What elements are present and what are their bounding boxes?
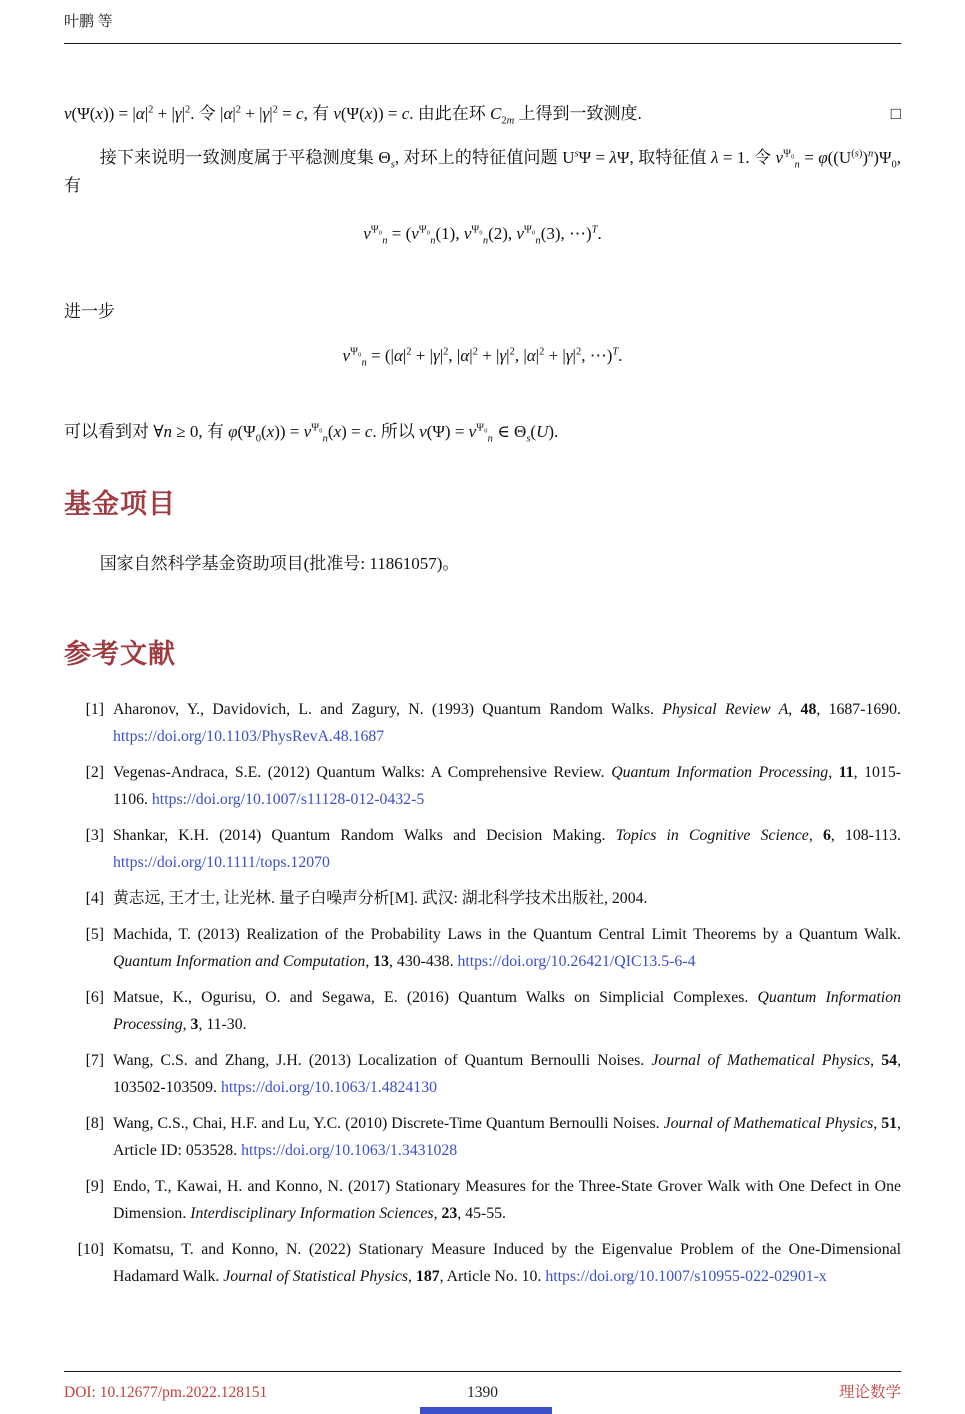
paragraph-measure-result: [64, 100, 901, 128]
reference-text: Aharonov, Y., Davidovich, L. and Zagury, N. (1993) Quantum Random Walks. Physical Review A, 48, 1687-1690. https://doi.org/10.1103/PhysRevA.48.1687: [113, 701, 901, 745]
footer-row: [64, 1380, 901, 1402]
reference-number: [5]: [85, 926, 104, 943]
reference-number: [7]: [85, 1052, 104, 1069]
footer-doi[interactable]: DOI: 10.12677/pm.2022.128151: [64, 1384, 268, 1401]
paragraph-further: 进一步: [64, 302, 115, 321]
doi-link[interactable]: https://doi.org/10.26421/QIC13.5-6-4: [457, 953, 696, 970]
equation-nu-values: $\nu^{\Psi_0}_n = (|\alpha|^2 + |\gamma|^2$, $|\alpha|^2 + |\gamma|^2$, $|\alpha|^2 + |\gamma|^2$, ⋯)$^T$.: [342, 346, 623, 369]
reference-item: [64, 1110, 901, 1164]
doi-link[interactable]: https://doi.org/10.1007/s11128-012-0432-5: [151, 791, 425, 808]
page-header: [64, 0, 901, 44]
section-title-funding: 基金项目: [64, 489, 176, 519]
reference-text: Shankar, K.H. (2014) Quantum Random Walks and Decision Making. Topics in Cognitive Science, 6, 108-113. https://doi.org/10.1111/tops.12070: [113, 827, 901, 871]
reference-item: [64, 921, 901, 975]
bottom-blue-bar: [420, 1407, 552, 1414]
paragraph-conclusion: 可以看到对 ∀n ≥ 0, 有 $\varphi(\Psi_0(x)) = \nu^{\Psi_0}_n(x) = c$. 所以 $\nu(\Psi) = \nu^{\Psi_0}_n$ ∈ $\Theta_s(U)$.: [64, 422, 559, 445]
doi-link[interactable]: https://doi.org/10.1007/s10955-022-02901-x: [545, 1268, 827, 1285]
reference-number: [9]: [85, 1178, 104, 1195]
reference-text: Machida, T. (2013) Realization of the Probability Laws in the Quantum Central Limit Theorems by a Quantum Walk. Quantum Information and Computation, 13, 430-438. https://doi.org/10.26421/QIC13.5-6-4: [113, 926, 901, 970]
footer-rule: [64, 1371, 901, 1372]
reference-item: [64, 1173, 901, 1227]
reference-text: 黄志远, 王才士, 让光林. 量子白噪声分析[M]. 武汉: 湖北科学技术出版社, 2004.: [113, 890, 648, 907]
footer-journal: 理论数学: [838, 1384, 901, 1401]
equation-nu-components: $\nu^{\Psi_0}_n = (\nu^{\Psi_0}_n(1)$, $\nu^{\Psi_0}_n(2)$, $\nu^{\Psi_0}_n(3)$, ⋯)$^T$.: [363, 224, 602, 247]
doi-link[interactable]: https://doi.org/10.1063/1.4824130: [220, 1079, 438, 1096]
reference-number: [3]: [85, 827, 104, 844]
reference-text: Wang, C.S. and Zhang, J.H. (2013) Localization of Quantum Bernoulli Noises. Journal of Mathematical Physics, 54, 103502-103509. https://doi.org/10.1063/1.4824130: [113, 1052, 902, 1096]
doi-link[interactable]: https://doi.org/10.1111/tops.12070: [113, 854, 330, 871]
reference-number: [10]: [77, 1241, 104, 1258]
reference-text: Wang, C.S., Chai, H.F. and Lu, Y.C. (2010) Discrete-Time Quantum Bernoulli Noises. Journal of Mathematical Physics, 51, Article ID: 053528. https://doi.org/10.1063/1.3431028: [113, 1115, 901, 1159]
reference-text: Komatsu, T. and Konno, N. (2022) Stationary Measure Induced by the Eigenvalue Problem of the One-Dimensional Hadamard Walk. Journal of Statistical Physics, 187, Article No. 10. https://doi.org/10.1007/s10955-022-02901-x: [113, 1241, 901, 1285]
reference-number: [1]: [85, 701, 104, 718]
doi-link[interactable]: https://doi.org/10.1063/1.3431028: [241, 1142, 458, 1159]
reference-number: [6]: [85, 989, 104, 1006]
paper-body: [64, 44, 901, 1299]
paragraph-stationary-set: 接下来说明一致测度属于平稳测度集 $\Theta_s$, 对环上的特征值问题 $U^s\Psi = \lambda\Psi$, 取特征值 λ = 1. 令 $\nu^{\Psi_0}_n = \varphi((U^{(s)})^n)\Psi_0$, 有: [64, 148, 902, 195]
reference-item: [64, 822, 901, 876]
reference-text: Endo, T., Kawai, H. and Konno, N. (2017) Stationary Measures for the Three-State Grover Walk with One Defect in One Dimension. Interdisciplinary Information Sciences, 23, 45-55.: [113, 1178, 901, 1222]
section-title-references: 参考文献: [64, 639, 176, 669]
footer-page-number: 1390: [467, 1384, 498, 1401]
qed-symbol: □: [890, 104, 901, 123]
reference-number: [4]: [85, 890, 104, 907]
running-head: 叶鹏 等: [64, 14, 113, 30]
reference-item: [64, 885, 901, 912]
reference-text: Matsue, K., Ogurisu, O. and Segawa, E. (2016) Quantum Walks on Simplicial Complexes. Quantum Information Processing, 3, 11-30.: [113, 989, 901, 1033]
doi-link[interactable]: https://doi.org/10.1103/PhysRevA.48.1687: [113, 728, 385, 745]
reference-list: [64, 696, 901, 1290]
reference-item: [64, 984, 901, 1038]
reference-item: [64, 759, 901, 813]
reference-item: [64, 1236, 901, 1290]
funding-text: 国家自然科学基金资助项目(批准号: 11861057)。: [99, 554, 460, 573]
reference-number: [8]: [85, 1115, 104, 1132]
reference-text: Vegenas-Andraca, S.E. (2012) Quantum Walks: A Comprehensive Review. Quantum Information Processing, 11, 1015-1106. https://doi.org/10.1007/s11128-012-0432-5: [113, 764, 901, 808]
reference-item: [64, 696, 901, 750]
paragraph-measure-text: $\nu(\Psi(x)) = |\alpha|^2 + |\gamma|^2$. 令 $|\alpha|^2 + |\gamma|^2 = c$, 有 ν(Ψ(x)) = c. 由此在环 $C_{2m}$ 上得到一致测度.: [64, 104, 642, 127]
reference-number: [2]: [85, 764, 104, 781]
reference-item: [64, 1047, 901, 1101]
